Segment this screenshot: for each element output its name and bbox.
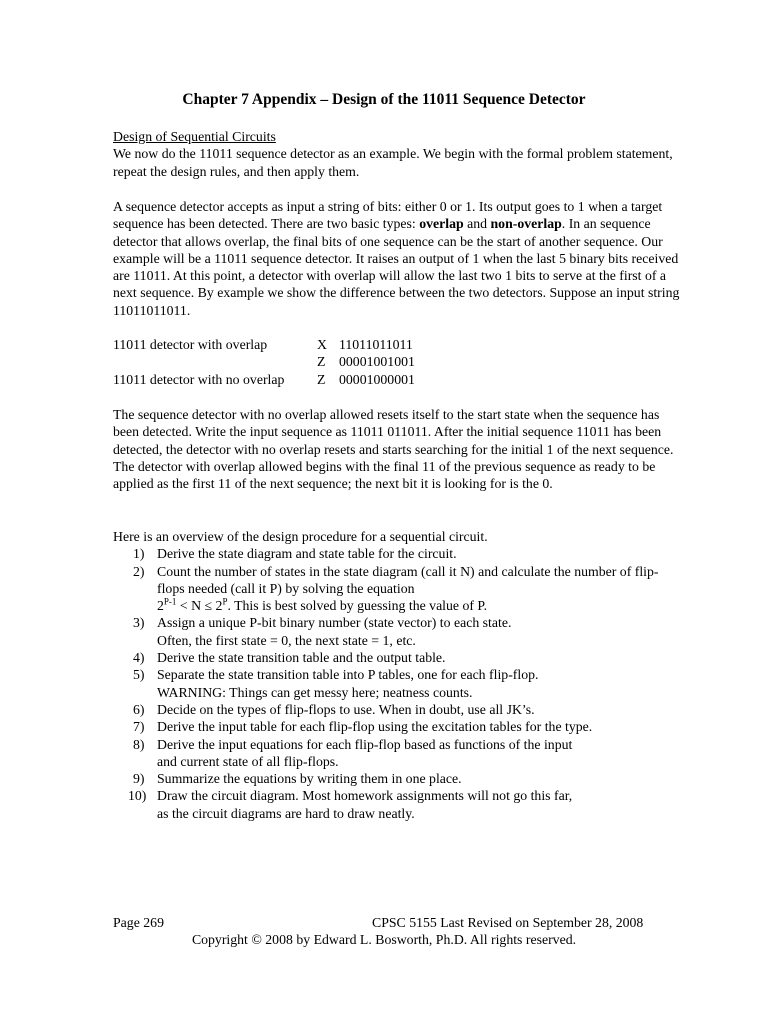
overlap-term: overlap — [419, 216, 464, 232]
list-item — [113, 770, 683, 787]
step-text-cont: WARNING: Things can get messy here; neatness counts. — [157, 684, 473, 700]
row-label: 11011 detector with no overlap — [113, 371, 285, 387]
page-number: Page 269 — [113, 915, 164, 930]
step-number: 6) — [133, 701, 145, 717]
step-text: Assign a unique P-bit binary number (state vector) to each state. — [157, 615, 512, 631]
step-number: 1) — [133, 546, 145, 562]
step-number: 10) — [128, 788, 147, 804]
step-text: Summarize the equations by writing them in one place. — [157, 771, 462, 787]
step-text-cont: as the circuit diagrams are hard to draw neatly. — [157, 805, 415, 821]
step-number: 9) — [133, 771, 145, 787]
step-text-cont: and current state of all flip-flops. — [157, 753, 339, 769]
procedure-section — [113, 528, 683, 822]
row-value: 00001000001 — [339, 371, 415, 387]
section-heading: Design of Sequential Circuits — [113, 129, 276, 144]
no-overlap-paragraph: The sequence detector with no overlap allowed resets itself to the start state when the sequence has been detected. Write the input sequence as 11011 011011. After the initial sequence 11011 has been detected, the detector with no overlap resets and starts searching for the initial 1 of the next sequence. The detector with overlap allowed begins with the final 11 of the previous sequence as ready to be applied as the first 11 of the next sequence; the next bit it is looking for is the 0. — [113, 407, 674, 492]
list-item — [113, 718, 683, 735]
overlap-text-1: A sequence detector accepts as input a string of bits: either 0 or 1. Its output goes to 1 when a target sequence has been detected. There are two basic types: — [113, 199, 663, 232]
row-label: 11011 detector with overlap — [113, 337, 268, 352]
list-item — [113, 666, 683, 701]
intro-section — [113, 128, 683, 180]
step-number: 4) — [133, 650, 145, 666]
and-word: and — [463, 216, 491, 232]
step-text: Count the number of states in the state diagram (call it N) and calculate the number of flip-flops needed (call it P) by solving the equation — [157, 563, 659, 596]
procedure-steps — [113, 545, 683, 822]
row-symbol: Z — [317, 354, 326, 370]
step-text: Decide on the types of flip-flops to use. When in doubt, use all JK’s. — [157, 701, 535, 717]
step-text: Derive the input equations for each flip-flop based as functions of the input — [157, 736, 573, 752]
step-text: Draw the circuit diagram. Most homework assignments will not go this far, — [157, 788, 573, 804]
procedure-intro: Here is an overview of the design procedure for a sequential circuit. — [113, 529, 488, 544]
step-number: 3) — [133, 615, 145, 631]
list-item — [113, 701, 683, 718]
step-text: Derive the state diagram and state table for the circuit. — [157, 546, 457, 562]
step-number: 2) — [133, 563, 145, 579]
list-item — [113, 649, 683, 666]
footer-row — [0, 914, 768, 931]
overlap-text-2: . In an sequence detector that allows overlap, the final bits of one sequence can be the start of another sequence. Our example will be a 11011 sequence detector. It raises an output of 1 when the last 5 binary bits received are 11011. At this point, a detector with overlap will allow the last two 1 bits to serve at the first of a next sequence. By example we show the difference between the two detectors. Suppose an input string 11011011011. — [113, 216, 680, 318]
step-number: 7) — [133, 719, 145, 735]
page-footer — [0, 914, 768, 949]
list-item — [113, 614, 683, 649]
flip-flop-equation: $2^{P-1} < N \le 2^P$. This is best solved by guessing the value of P. — [157, 596, 488, 614]
copyright: Copyright © 2008 by Edward L. Bosworth, Ph.D. All rights reserved. — [191, 932, 577, 948]
list-item — [113, 736, 683, 771]
row-symbol: Z — [317, 371, 326, 387]
step-number: 8) — [133, 736, 145, 752]
row-value: 11011011011 — [339, 337, 413, 352]
non-overlap-term: non-overlap — [490, 216, 562, 232]
row-value: 00001001001 — [339, 354, 415, 370]
row-symbol: X — [317, 337, 327, 352]
overlap-paragraph — [113, 198, 683, 319]
step-text: Derive the state transition table and the output table. — [157, 650, 446, 666]
page-title: Chapter 7 Appendix – Design of the 11011 Sequence Detector — [182, 91, 586, 108]
list-item — [113, 787, 683, 822]
course-revision: CPSC 5155 Last Revised on September 28, 2008 — [372, 915, 644, 930]
step-text: Derive the input table for each flip-flop using the excitation tables for the type. — [157, 719, 593, 735]
list-item — [113, 545, 683, 562]
intro-paragraph: We now do the 11011 sequence detector as an example. We begin with the formal problem statement, repeat the design rules, and then apply them. — [113, 146, 673, 179]
step-text-cont: Often, the first state = 0, the next state = 1, etc. — [157, 632, 416, 648]
list-item — [113, 563, 683, 615]
step-text: Separate the state transition table into P tables, one for each flip-flop. — [157, 667, 539, 683]
step-number: 5) — [133, 667, 145, 683]
